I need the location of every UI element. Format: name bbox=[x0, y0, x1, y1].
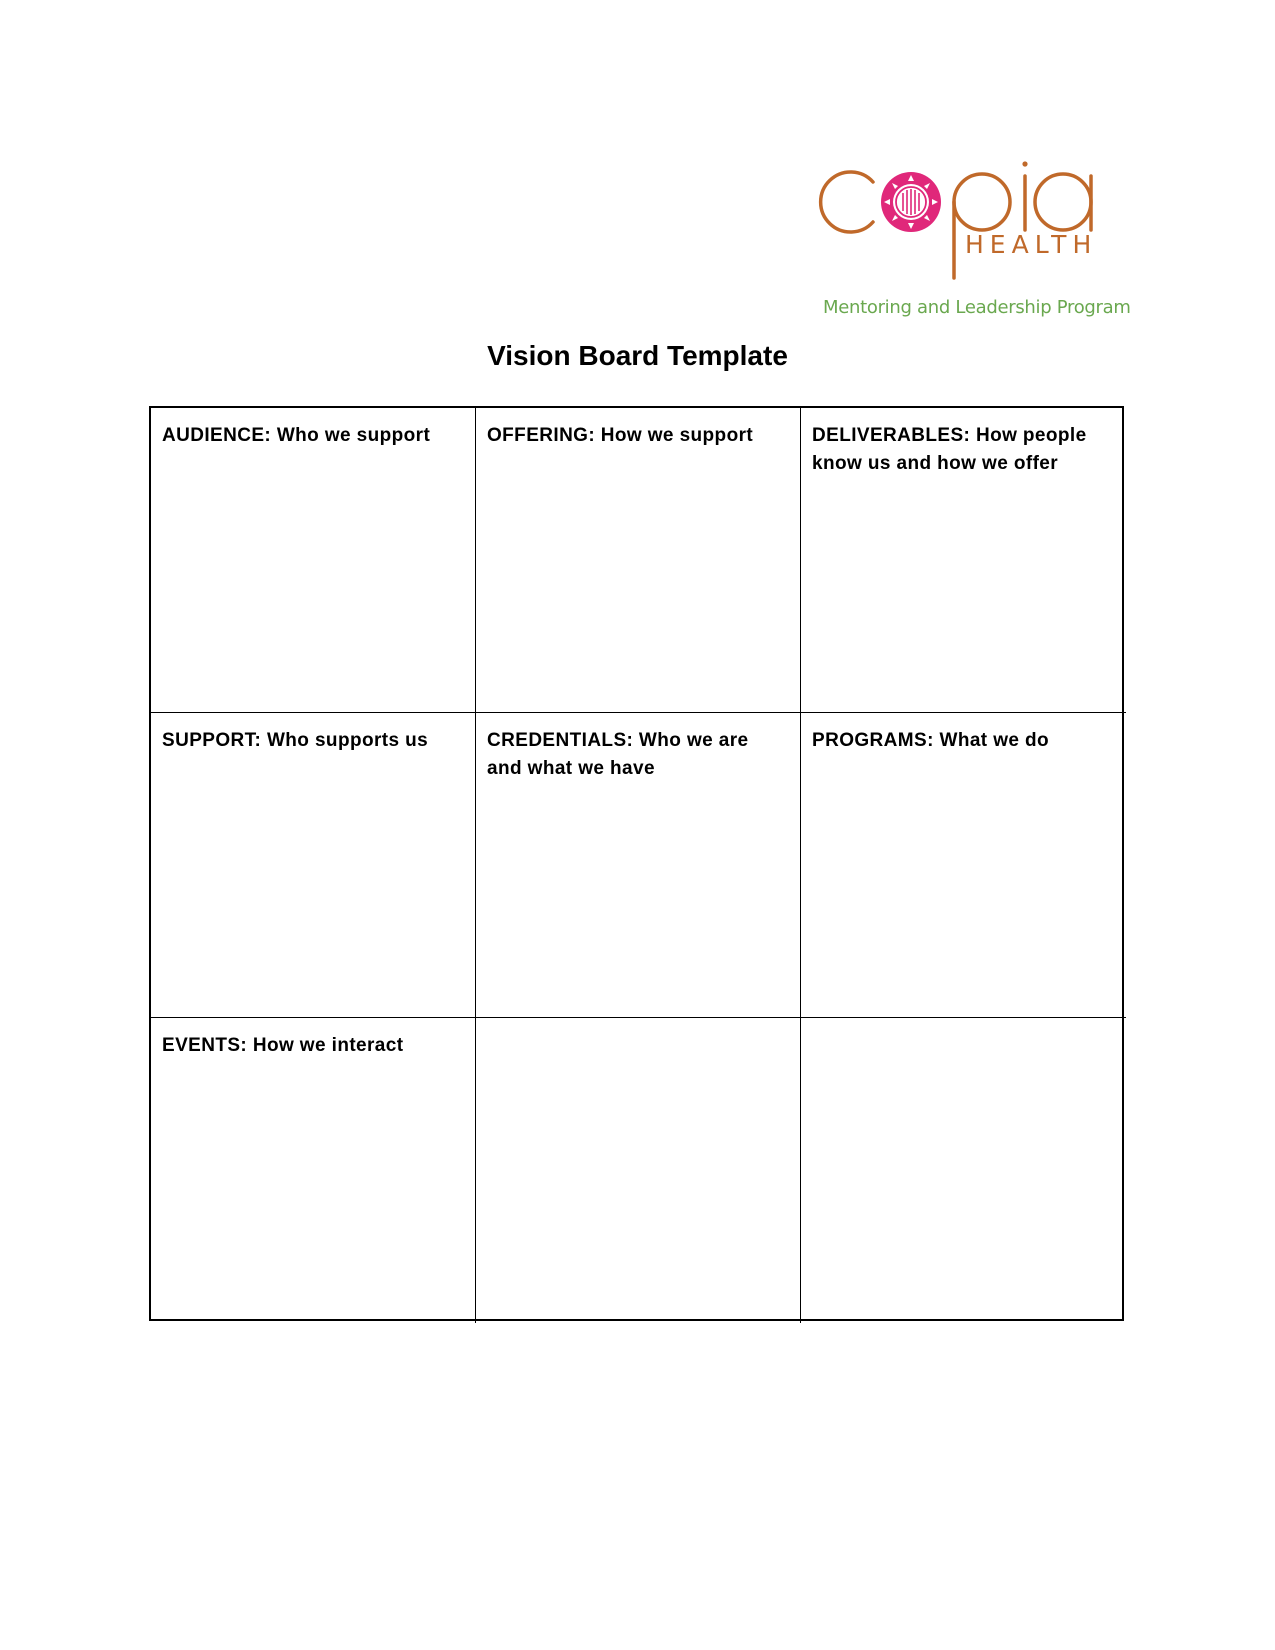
board-cell-events: EVENTS: How we interact bbox=[151, 1018, 476, 1323]
logo-tagline: Mentoring and Leadership Program bbox=[823, 297, 1131, 318]
copia-health-logo bbox=[815, 150, 1131, 325]
vision-board-grid bbox=[149, 406, 1124, 1321]
board-cell-empty bbox=[476, 1018, 801, 1323]
board-cell-offering: OFFERING: How we support bbox=[476, 408, 801, 713]
board-cell-audience: AUDIENCE: Who we support bbox=[151, 408, 476, 713]
board-cell-credentials: CREDENTIALS: Who we are and what we have bbox=[476, 713, 801, 1018]
page-title: Vision Board Template bbox=[487, 340, 788, 371]
board-cell-support: SUPPORT: Who supports us bbox=[151, 713, 476, 1018]
logo-health-text: HEALTH bbox=[965, 230, 1098, 259]
board-cell-programs: PROGRAMS: What we do bbox=[801, 713, 1126, 1018]
board-cell-empty bbox=[801, 1018, 1126, 1323]
sun-circle-icon bbox=[881, 172, 941, 232]
copia-health-wordmark bbox=[815, 150, 1125, 300]
board-cell-deliverables: DELIVERABLES: How people know us and how we offer bbox=[801, 408, 1126, 713]
